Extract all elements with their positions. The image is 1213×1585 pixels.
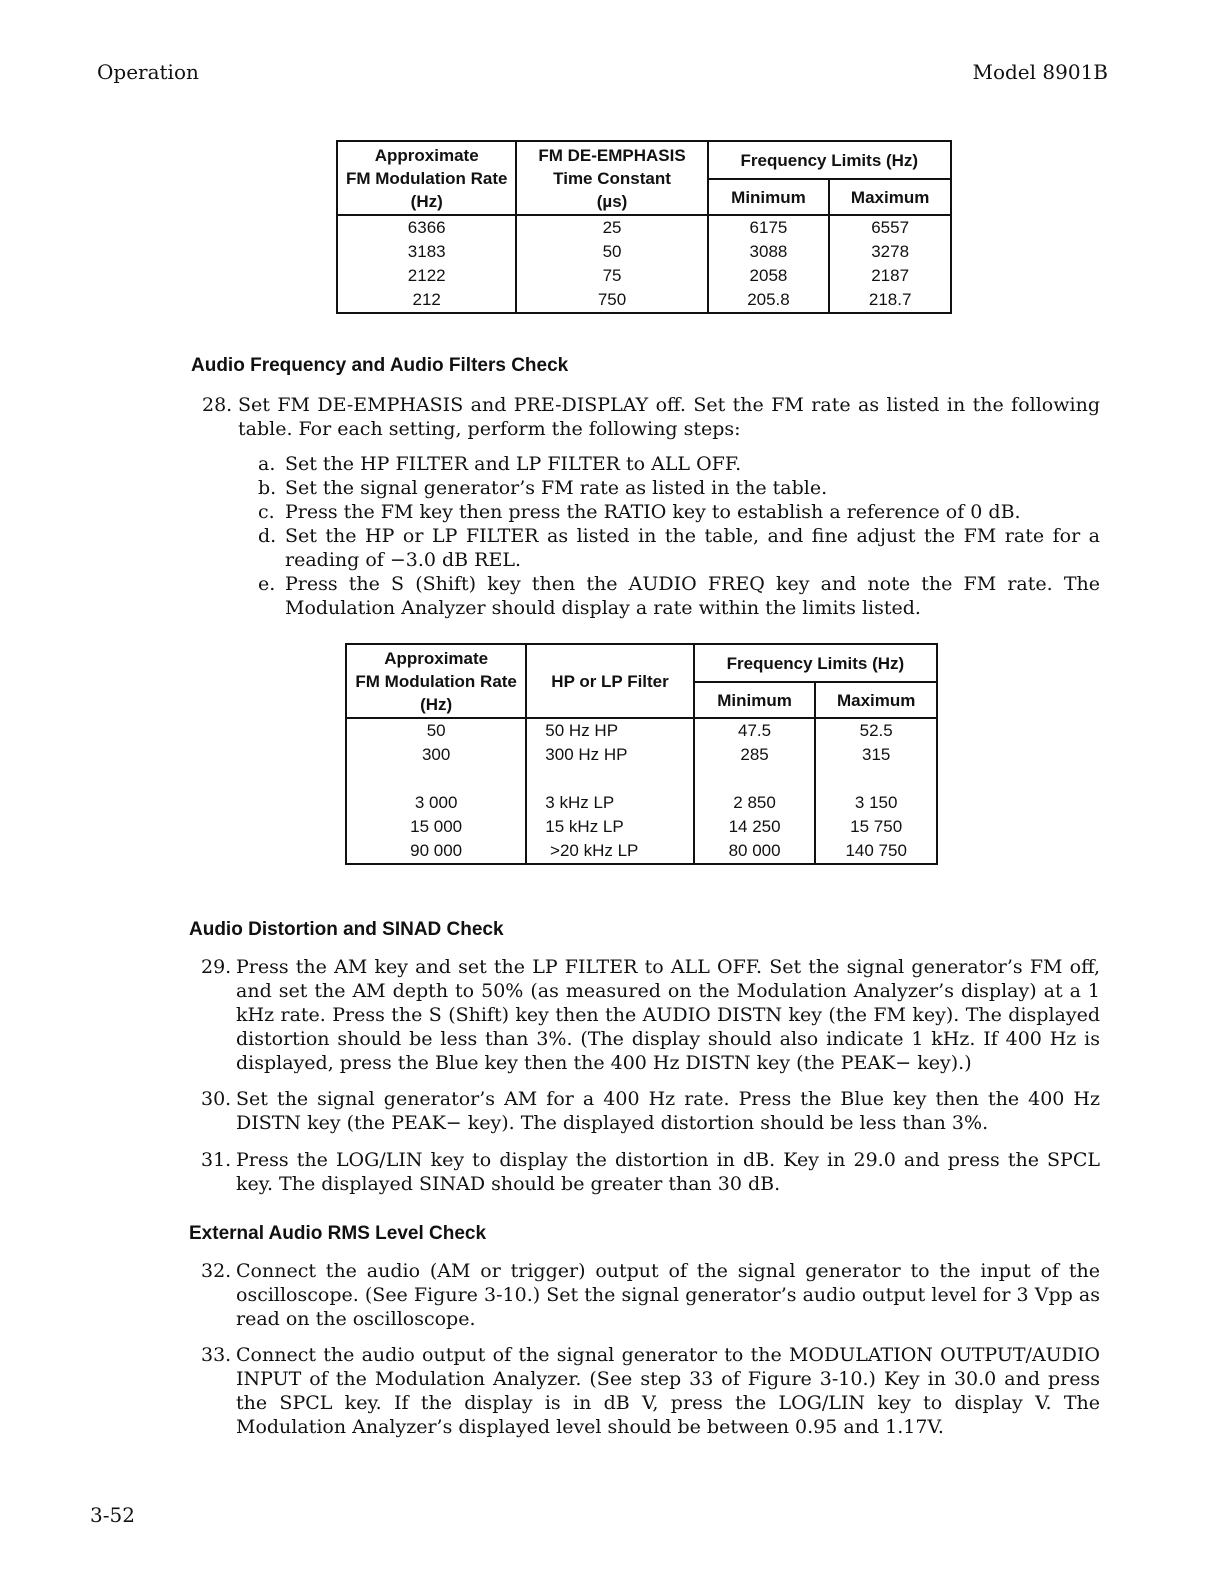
substep-b: b. Set the signal generator’s FM rate as listed in the table.: [258, 477, 828, 499]
step-number: 31.: [201, 1149, 232, 1171]
substep-e: e. Press the S (Shift) key then the AUDIO FREQ key and note the FM rate. The Modulation Analyzer should display a rate within the limits listed.: [258, 573, 1100, 619]
maximum-header: Maximum: [815, 682, 937, 718]
section-heading-external-audio: External Audio RMS Level Check: [189, 1223, 487, 1244]
step-28: [202, 393, 1102, 443]
table-row: 6366 25 6175 6557: [337, 215, 951, 240]
table-row: 3 000 3 kHz LP 2 850 3 150: [346, 791, 937, 815]
step-text: Set the signal generator’s AM for a 400 Hz rate. Press the Blue key then the 400 Hz DISTN key (the PEAK− key). The displayed distortion should be less than 3%.: [236, 1088, 1100, 1134]
table-row: 50 50 Hz HP 47.5 52.5: [346, 718, 937, 743]
maximum-header: Maximum: [829, 179, 951, 215]
freq-limits-header: Frequency Limits (Hz): [708, 141, 951, 179]
substep-c: c. Press the FM key then press the RATIO key to establish a reference of 0 dB.: [258, 501, 1021, 523]
step-text: Press the AM key and set the LP FILTER to ALL OFF. Set the signal generator’s FM off, and set the AM depth to 50% (as measured on the Modulation Analyzer’s display) at a 1 kHz rate. Press the S (Shift) key then the AUDIO DISTN key (the FM key). The displayed distortion should be less than 3%. (The display should also indicate 1 kHz. If 400 Hz is displayed, press the Blue key then the 400 Hz DISTN key (the PEAK− key).): [236, 956, 1100, 1074]
rate-header: Approximate FM Modulation Rate (Hz): [346, 644, 526, 718]
audio-filter-table: [345, 643, 938, 865]
substep-d: d. Set the HP or LP FILTER as listed in the table, and fine adjust the FM rate for a reading of −3.0 dB REL.: [258, 525, 1100, 571]
minimum-header: Minimum: [694, 682, 816, 718]
step-text: Set FM DE-EMPHASIS and PRE-DISPLAY off. Set the FM rate as listed in the following table. For each setting, perform the following steps:: [238, 394, 1100, 440]
section-heading-audio-frequency: Audio Frequency and Audio Filters Check: [191, 355, 569, 376]
step-text: Connect the audio output of the signal generator to the MODULATION OUTPUT/AUDIO INPUT of the Modulation Analyzer. (See step 33 of Figure 3-10.) Key in 30.0 and press the SPCL key. If the display is in dB V, press the LOG/LIN key to display V. The Modulation Analyzer’s displayed level should be between 0.95 and 1.17V.: [236, 1344, 1100, 1438]
step-30: [201, 1087, 1103, 1137]
table-row: 90 000 >20 kHz LP 80 000 140 750: [346, 839, 937, 864]
table-row: 2122 75 2058 2187: [337, 264, 951, 288]
step-text: Press the LOG/LIN key to display the distortion in dB. Key in 29.0 and press the SPCL key. The displayed SINAD should be greater than 30 dB.: [236, 1149, 1100, 1195]
page-number: 3-52: [90, 1503, 135, 1527]
filter-header: HP or LP Filter: [526, 644, 693, 718]
time-constant-header: FM DE-EMPHASIS Time Constant (µs): [516, 141, 707, 215]
step-31: [201, 1148, 1103, 1198]
step-number: 29.: [201, 956, 232, 978]
fm-deemphasis-table: [336, 140, 952, 314]
table-spacer-row: [346, 767, 937, 791]
minimum-header: Minimum: [708, 179, 830, 215]
table-row: 3183 50 3088 3278: [337, 240, 951, 264]
step-number: 30.: [201, 1088, 232, 1110]
step-text: Connect the audio (AM or trigger) output of the signal generator to the input of the oscilloscope. (See Figure 3-10.) Set the signal generator’s audio output level for 3 Vpp as read on the oscilloscope.: [236, 1260, 1100, 1330]
substep-a: a. Set the HP FILTER and LP FILTER to ALL OFF.: [258, 453, 742, 475]
section-heading-audio-distortion: Audio Distortion and SINAD Check: [189, 919, 504, 940]
step-33: [201, 1343, 1103, 1441]
table-row: 15 000 15 kHz LP 14 250 15 750: [346, 815, 937, 839]
page-header-section: Operation: [97, 60, 199, 84]
step-number: 32.: [201, 1260, 232, 1282]
table-row: 300 300 Hz HP 285 315: [346, 743, 937, 767]
rate-header: Approximate FM Modulation Rate (Hz): [337, 141, 516, 215]
freq-limits-header: Frequency Limits (Hz): [694, 644, 937, 682]
table-row: 212 750 205.8 218.7: [337, 288, 951, 313]
step-number: 33.: [201, 1344, 232, 1366]
step-number: 28.: [202, 394, 233, 416]
step-32: [201, 1259, 1103, 1333]
step-29: [201, 955, 1103, 1077]
page-header-model: Model 8901B: [972, 60, 1108, 84]
